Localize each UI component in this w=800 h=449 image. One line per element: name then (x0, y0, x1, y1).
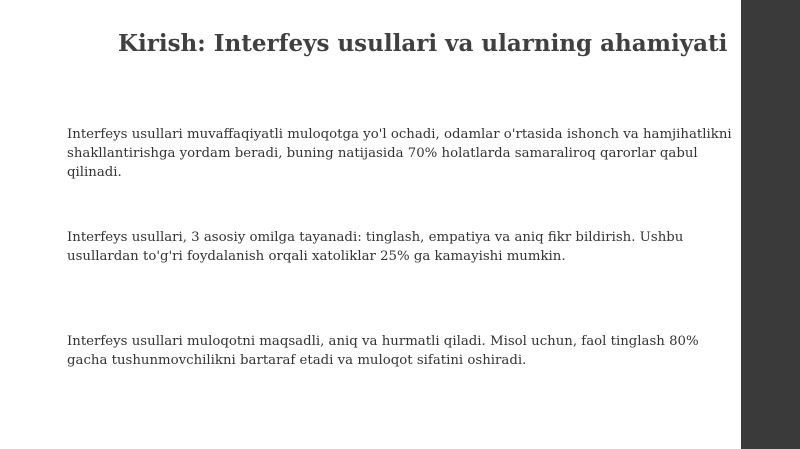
paragraph-1: Interfeys usullari muvaffaqiyatli muloqotga yo'l ochadi, odamlar o'rtasida ishonch va hamjihatlikni shakllantirishga yordam beradi, buning natijasida 70% holatlarda samaraliroq qarorlar qabul qilinadi. (67, 127, 732, 180)
paragraph-3: Interfeys usullari muloqotni maqsadli, aniq va hurmatli qiladi. Misol uchun, faol tinglash 80% gacha tushunmovchilikni bartaraf etadi va muloqot sifatini oshiradi. (67, 334, 699, 368)
slide-title: Kirish: Interfeys usullari va ularning ahamiyati (118, 30, 728, 57)
side-bar (741, 0, 800, 449)
paragraph-2: Interfeys usullari, 3 asosiy omilga tayanadi: tinglash, empatiya va aniq fikr bildirish. Ushbu usullardan to'g'ri foydalanish orqali xatoliklar 25% ga kamayishi mumkin. (67, 230, 684, 264)
